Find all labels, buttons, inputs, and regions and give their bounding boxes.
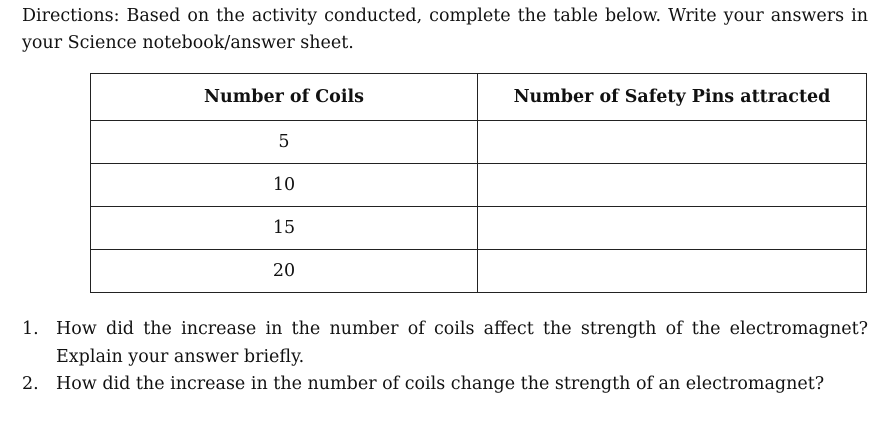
pins-answer-cell[interactable] (478, 121, 867, 164)
coils-cell: 15 (91, 207, 478, 250)
coils-cell: 10 (91, 164, 478, 207)
table-row (91, 164, 867, 207)
question-list (22, 316, 868, 399)
pins-answer-cell[interactable] (478, 250, 867, 293)
table-header-row (91, 74, 867, 121)
table-row (91, 121, 867, 164)
coils-cell: 20 (91, 250, 478, 293)
coils-cell: 5 (91, 121, 478, 164)
question-number: 1. (22, 319, 39, 339)
question-text: How did the increase in the number of coils affect the strength of the electromagnet? Explain your answer briefly. (56, 319, 868, 367)
coils-table (90, 73, 867, 293)
question-item (22, 316, 868, 371)
table-row (91, 250, 867, 293)
question-text: How did the increase in the number of coils change the strength of an electromagnet? (56, 374, 825, 394)
question-number: 2. (22, 374, 39, 394)
pins-answer-cell[interactable] (478, 164, 867, 207)
table-row (91, 207, 867, 250)
directions-text: Directions: Based on the activity conducted, complete the table below. Write your answers in your Science notebook/answer sheet. (22, 6, 868, 53)
question-item (22, 371, 868, 399)
header-number-of-coils: Number of Coils (91, 74, 478, 121)
pins-answer-cell[interactable] (478, 207, 867, 250)
header-safety-pins-attracted: Number of Safety Pins attracted (478, 74, 867, 121)
